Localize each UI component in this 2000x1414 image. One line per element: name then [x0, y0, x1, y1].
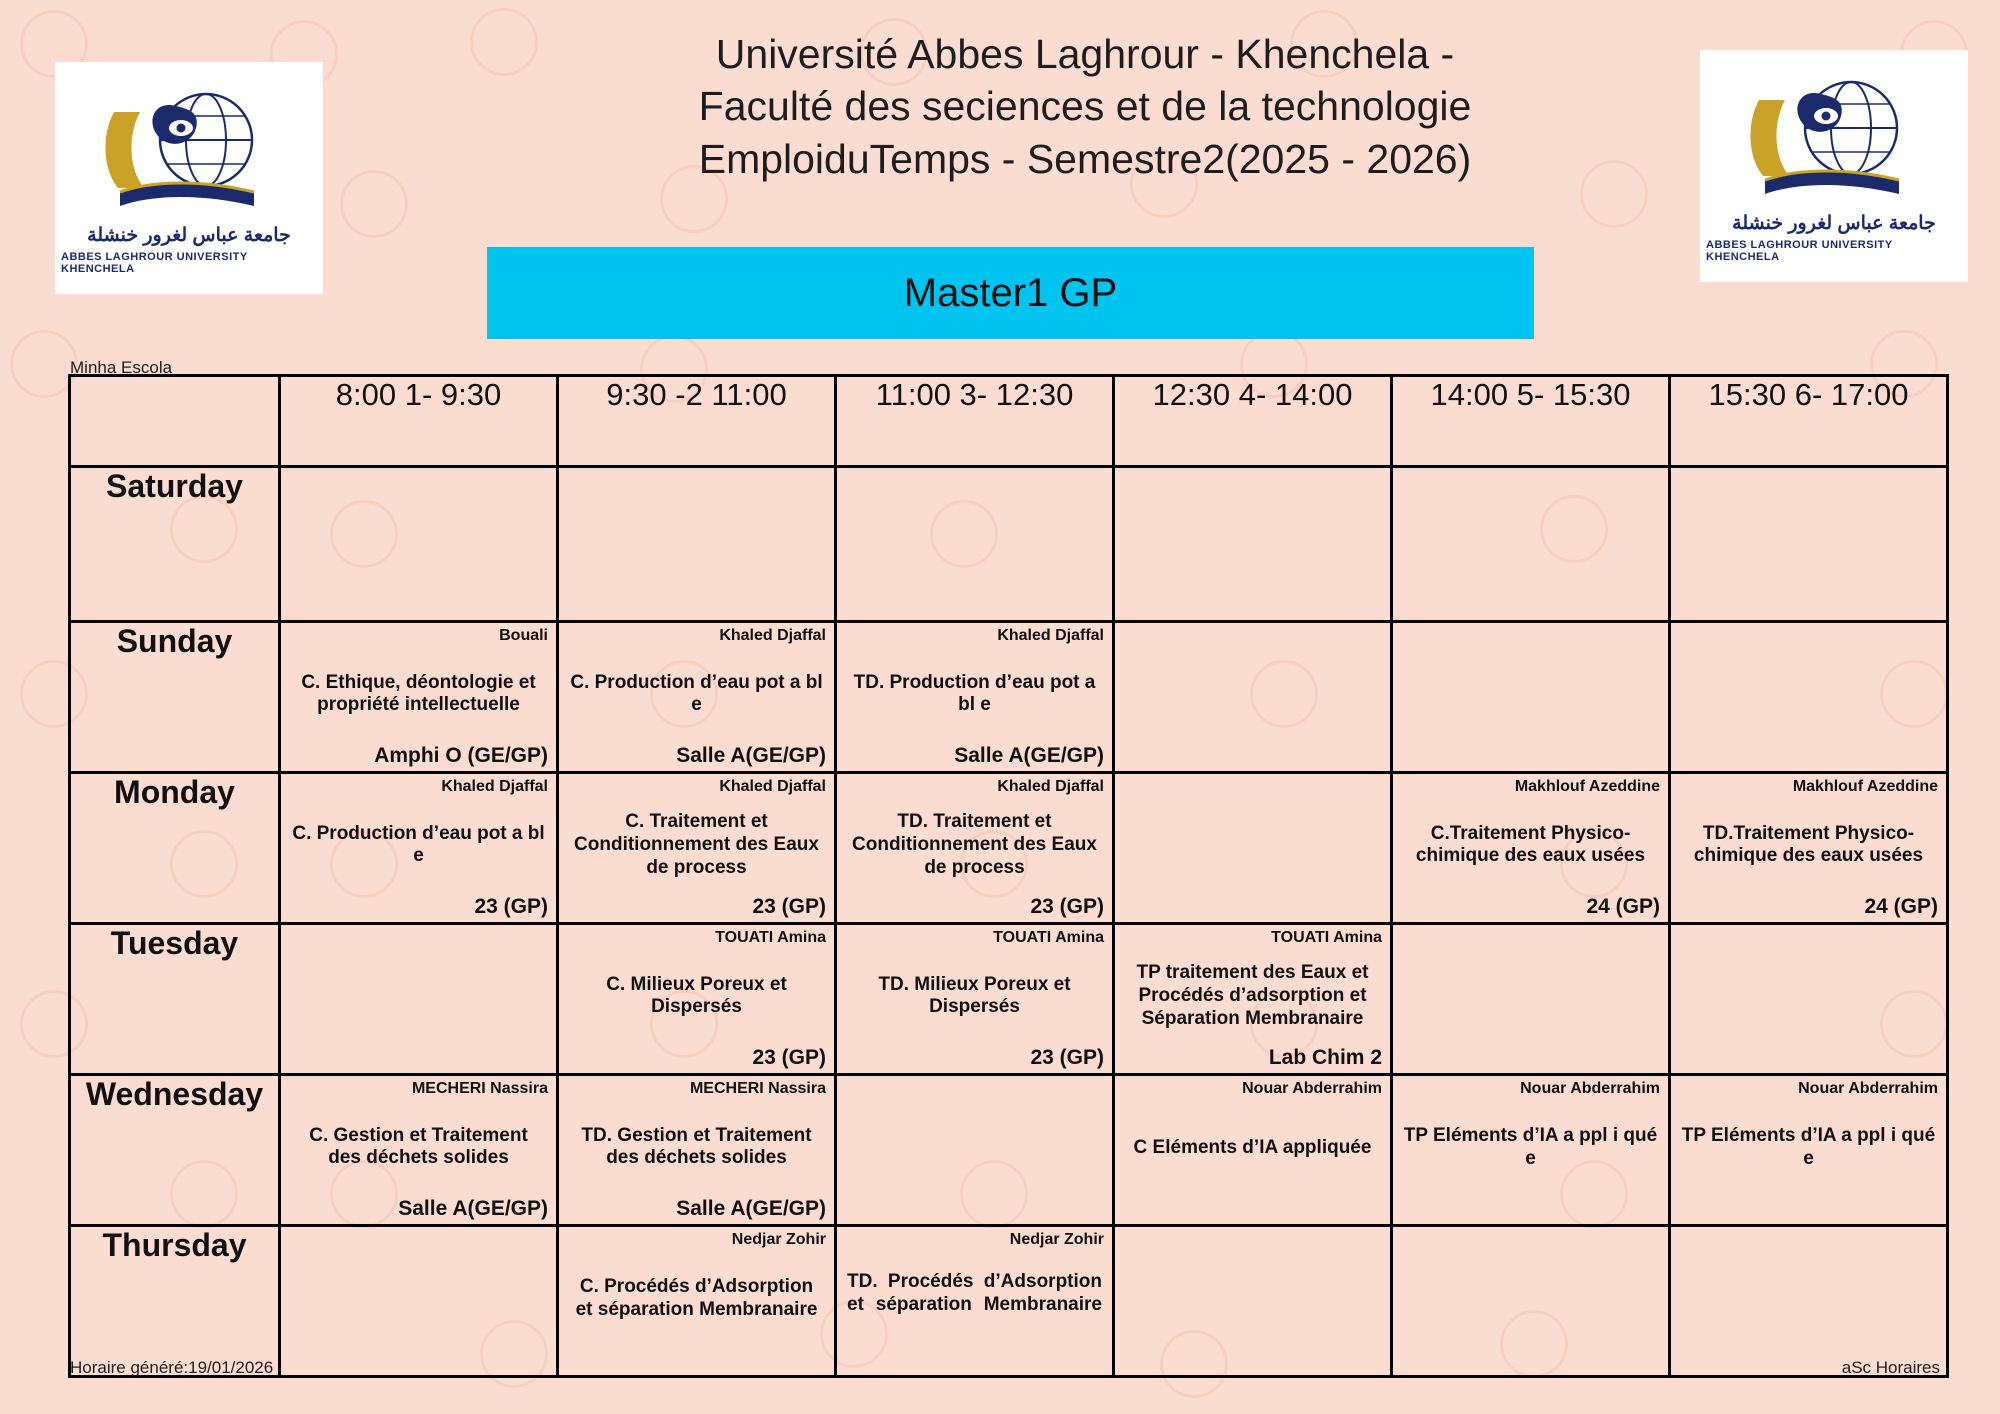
- cell-monday-5[interactable]: [1392, 773, 1670, 924]
- timetable-header-row: [70, 376, 1948, 467]
- cell-thursday-4[interactable]: [1114, 1226, 1392, 1377]
- cell-teacher: Bouali: [499, 627, 548, 644]
- cell-monday-2[interactable]: [558, 773, 836, 924]
- cell-teacher: MECHERI Nassira: [411, 1080, 548, 1097]
- cell-room: [845, 1349, 1104, 1371]
- cell-room: [289, 1349, 548, 1371]
- cell-subject: [1401, 1249, 1660, 1349]
- cell-tuesday-4[interactable]: [1114, 924, 1392, 1075]
- cell-teacher: Khaled Djaffal: [719, 627, 826, 644]
- cell-wednesday-1[interactable]: [280, 1075, 558, 1226]
- slot-header-1: 8:00 1- 9:30: [280, 376, 558, 467]
- generated-date: Horaire généré:19/01/2026: [70, 1358, 274, 1377]
- cell-tuesday-3[interactable]: [836, 924, 1114, 1075]
- cell-subject: [1123, 1249, 1382, 1349]
- cell-teacher: TOUATI Amina: [1271, 929, 1382, 946]
- cell-subject: [1679, 490, 1938, 594]
- cell-subject: [1401, 645, 1660, 745]
- cell-monday-1[interactable]: [280, 773, 558, 924]
- day-label-monday: Monday: [70, 773, 280, 924]
- cell-teacher: Makhlouf Azeddine: [1514, 778, 1660, 795]
- table-row: [70, 1226, 1948, 1377]
- cell-teacher: [1401, 472, 1660, 490]
- university-emblem-icon: [1729, 70, 1939, 210]
- cell-teacher: TOUATI Amina: [993, 929, 1104, 946]
- slot-header-4: 12:30 4- 14:00: [1114, 376, 1392, 467]
- cell-subject: C. Gestion et Traitement des déchets solides: [309, 1124, 528, 1169]
- cell-subject: C.Traitement Physico-chimique des eaux usées: [1415, 822, 1646, 867]
- title-line-1: Université Abbes Laghrour - Khenchela -: [715, 31, 1455, 77]
- day-label-saturday: Saturday: [70, 467, 280, 622]
- cell-teacher: Nouar Abderrahim: [1242, 1080, 1382, 1097]
- cell-saturday-3[interactable]: [836, 467, 1114, 622]
- cell-room: 23 (GP): [474, 894, 548, 918]
- day-label-sunday: Sunday: [70, 622, 280, 773]
- cell-room: 23 (GP): [1030, 894, 1104, 918]
- cell-subject: TP Eléments d’IA a ppl i qué e: [1681, 1125, 1936, 1169]
- cell-teacher: Nedjar Zohir: [1009, 1231, 1104, 1248]
- cell-sunday-1[interactable]: [280, 622, 558, 773]
- cell-room: [1401, 1047, 1660, 1069]
- cell-subject: [1401, 947, 1660, 1047]
- cell-teacher: [1123, 1231, 1382, 1249]
- cell-subject: TD. Traitement et Conditionnement des Eaux de process: [852, 811, 1097, 878]
- cell-sunday-5[interactable]: [1392, 622, 1670, 773]
- university-emblem-icon: [84, 82, 294, 222]
- day-label-thursday: Thursday: [70, 1226, 280, 1377]
- cell-subject: TP Eléments d’IA a ppl i qué e: [1403, 1125, 1658, 1169]
- day-label-wednesday: Wednesday: [70, 1075, 280, 1226]
- cell-sunday-3[interactable]: [836, 622, 1114, 773]
- cell-tuesday-5[interactable]: [1392, 924, 1670, 1075]
- cell-tuesday-2[interactable]: [558, 924, 836, 1075]
- cell-subject: [289, 1249, 548, 1349]
- cell-subject: [289, 490, 548, 594]
- cell-teacher: [1123, 472, 1382, 490]
- cell-teacher: Makhlouf Azeddine: [1792, 778, 1938, 795]
- cell-room: [567, 1349, 826, 1371]
- cell-subject: [845, 1098, 1104, 1198]
- cell-room: Lab Chim 2: [1268, 1045, 1382, 1069]
- cell-wednesday-6[interactable]: [1670, 1075, 1948, 1226]
- title-line-2: Faculté des seciences et de la technologie: [698, 83, 1472, 130]
- cell-room: [289, 1047, 548, 1069]
- cell-room: Salle A(GE/GP): [954, 743, 1104, 767]
- cell-teacher: [289, 1231, 548, 1249]
- cell-room: [1123, 594, 1382, 616]
- cell-saturday-1[interactable]: [280, 467, 558, 622]
- slot-header-3: 11:00 3- 12:30: [836, 376, 1114, 467]
- cell-tuesday-6[interactable]: [1670, 924, 1948, 1075]
- cell-wednesday-3[interactable]: [836, 1075, 1114, 1226]
- cell-subject: TP traitement des Eaux et Procédés d’adsorption et Séparation Membranaire: [1136, 962, 1369, 1029]
- cell-room: Salle A(GE/GP): [398, 1196, 548, 1220]
- cell-room: [1401, 745, 1660, 767]
- cell-teacher: TOUATI Amina: [715, 929, 826, 946]
- cell-sunday-6[interactable]: [1670, 622, 1948, 773]
- cell-subject: TD.Traitement Physico-chimique des eaux usées: [1693, 822, 1924, 867]
- cell-thursday-3[interactable]: [836, 1226, 1114, 1377]
- cell-teacher: [289, 472, 548, 490]
- cell-wednesday-4[interactable]: [1114, 1075, 1392, 1226]
- cell-teacher: Khaled Djaffal: [997, 778, 1104, 795]
- cell-teacher: [1679, 929, 1938, 947]
- cell-subject: TD. Gestion et Traitement des déchets solides: [581, 1124, 812, 1169]
- cell-subject: [1123, 796, 1382, 896]
- cell-teacher: [1123, 627, 1382, 645]
- cell-room: [1123, 1198, 1382, 1220]
- cell-teacher: [1123, 778, 1382, 796]
- cell-room: 24 (GP): [1864, 894, 1938, 918]
- university-logo-left: [55, 62, 323, 294]
- cell-room: 23 (GP): [752, 1045, 826, 1069]
- cell-room: [1679, 1198, 1938, 1220]
- cell-teacher: [845, 472, 1104, 490]
- table-row: [70, 1075, 1948, 1226]
- cell-wednesday-2[interactable]: [558, 1075, 836, 1226]
- school-label: Minha Escola: [70, 358, 173, 377]
- cell-monday-4[interactable]: [1114, 773, 1392, 924]
- cell-room: [1123, 745, 1382, 767]
- cell-teacher: [1401, 1231, 1660, 1249]
- cell-subject: [1123, 645, 1382, 745]
- cell-subject: C. Production d’eau pot a bl e: [292, 822, 545, 867]
- cell-room: 23 (GP): [1030, 1045, 1104, 1069]
- slot-header-6: 15:30 6- 17:00: [1670, 376, 1948, 467]
- cell-teacher: Khaled Djaffal: [441, 778, 548, 795]
- timetable: [68, 374, 1949, 1378]
- cell-room: [1679, 1047, 1938, 1069]
- cell-room: Salle A(GE/GP): [676, 743, 826, 767]
- cell-teacher: [1679, 472, 1938, 490]
- cell-room: [1401, 1198, 1660, 1220]
- cell-subject: [845, 490, 1104, 594]
- logo-arabic-text: جامعة عباس لغرور خنشلة: [87, 224, 291, 246]
- cell-sunday-2[interactable]: [558, 622, 836, 773]
- cell-subject: C. Ethique, déontologie et propriété intellectuelle: [301, 671, 536, 716]
- logo-arabic-text: جامعة عباس لغرور خنشلة: [1732, 212, 1936, 234]
- slot-header-2: 9:30 -2 11:00: [558, 376, 836, 467]
- cell-monday-3[interactable]: [836, 773, 1114, 924]
- cell-teacher: Nouar Abderrahim: [1798, 1080, 1938, 1097]
- cell-teacher: [845, 1080, 1104, 1098]
- cell-room: 23 (GP): [752, 894, 826, 918]
- cell-subject: [289, 947, 548, 1047]
- cell-room: [1679, 745, 1938, 767]
- cell-subject: [1401, 490, 1660, 594]
- cell-wednesday-5[interactable]: [1392, 1075, 1670, 1226]
- cell-room: 24 (GP): [1586, 894, 1660, 918]
- cell-teacher: [1401, 627, 1660, 645]
- cell-teacher: [289, 929, 548, 947]
- cell-room: [1401, 594, 1660, 616]
- cell-subject: C Eléments d’IA appliquée: [1133, 1136, 1372, 1158]
- cell-saturday-2[interactable]: [558, 467, 836, 622]
- day-label-tuesday: Tuesday: [70, 924, 280, 1075]
- cell-room: Salle A(GE/GP): [676, 1196, 826, 1220]
- cell-teacher: Khaled Djaffal: [997, 627, 1104, 644]
- cell-subject: C. Procédés d’Adsorption et séparation Membranaire: [575, 1276, 818, 1320]
- cell-room: [1679, 594, 1938, 616]
- table-row: [70, 773, 1948, 924]
- cell-room: [845, 1198, 1104, 1220]
- cell-subject: C. Milieux Poreux et Dispersés: [606, 973, 787, 1018]
- cell-thursday-2[interactable]: [558, 1226, 836, 1377]
- cell-subject: TD. Milieux Poreux et Dispersés: [878, 973, 1071, 1018]
- cell-tuesday-1[interactable]: [280, 924, 558, 1075]
- university-logo-right: [1700, 50, 1968, 282]
- cell-subject: [1679, 645, 1938, 745]
- cell-saturday-5[interactable]: [1392, 467, 1670, 622]
- cell-room: [289, 594, 548, 616]
- title-line-3: EmploiduTemps - Semestre2(2025 - 2026): [698, 135, 1472, 182]
- cell-sunday-4[interactable]: [1114, 622, 1392, 773]
- cell-room: [845, 594, 1104, 616]
- cell-monday-6[interactable]: [1670, 773, 1948, 924]
- cell-teacher: [567, 472, 826, 490]
- cell-room: [567, 594, 826, 616]
- table-row: [70, 622, 1948, 773]
- cell-thursday-5[interactable]: [1392, 1226, 1670, 1377]
- cell-subject: TD. Procédés d’Adsorption et séparation Membranaire: [847, 1271, 1102, 1315]
- cell-teacher: [1401, 929, 1660, 947]
- cell-subject: C. Production d’eau pot a bl e: [570, 671, 823, 716]
- cell-subject: [1123, 490, 1382, 594]
- cell-teacher: Khaled Djaffal: [719, 778, 826, 795]
- cell-room: [1123, 1349, 1382, 1371]
- cell-thursday-1[interactable]: [280, 1226, 558, 1377]
- table-row: [70, 467, 1948, 622]
- logo-english-text: ABBES LAGHROUR UNIVERSITY KHENCHELA: [1706, 238, 1893, 263]
- cell-teacher: Nedjar Zohir: [731, 1231, 826, 1248]
- cell-teacher: Nouar Abderrahim: [1520, 1080, 1660, 1097]
- cell-saturday-4[interactable]: [1114, 467, 1392, 622]
- software-credit: aSc Horaires: [1841, 1358, 1940, 1377]
- cell-teacher: [1679, 1231, 1938, 1249]
- cell-subject: C. Traitement et Conditionnement des Eaux de process: [574, 811, 819, 878]
- corner-cell: [70, 376, 280, 467]
- slot-header-5: 14:00 5- 15:30: [1392, 376, 1670, 467]
- cell-room: [1401, 1349, 1660, 1371]
- cell-teacher: MECHERI Nassira: [689, 1080, 826, 1097]
- cell-room: [1123, 896, 1382, 918]
- cell-subject: [567, 490, 826, 594]
- cell-subject: TD. Production d’eau pot a bl e: [853, 671, 1096, 716]
- cell-teacher: [1679, 627, 1938, 645]
- page-title: [480, 28, 1690, 185]
- table-row: [70, 924, 1948, 1075]
- cell-room: Amphi O (GE/GP): [374, 743, 548, 767]
- cell-saturday-6[interactable]: [1670, 467, 1948, 622]
- logo-english-text: ABBES LAGHROUR UNIVERSITY KHENCHELA: [61, 250, 248, 275]
- class-banner: Master1 GP: [487, 247, 1534, 339]
- cell-thursday-6[interactable]: [1670, 1226, 1948, 1377]
- cell-subject: [1679, 1249, 1938, 1349]
- cell-subject: [1679, 947, 1938, 1047]
